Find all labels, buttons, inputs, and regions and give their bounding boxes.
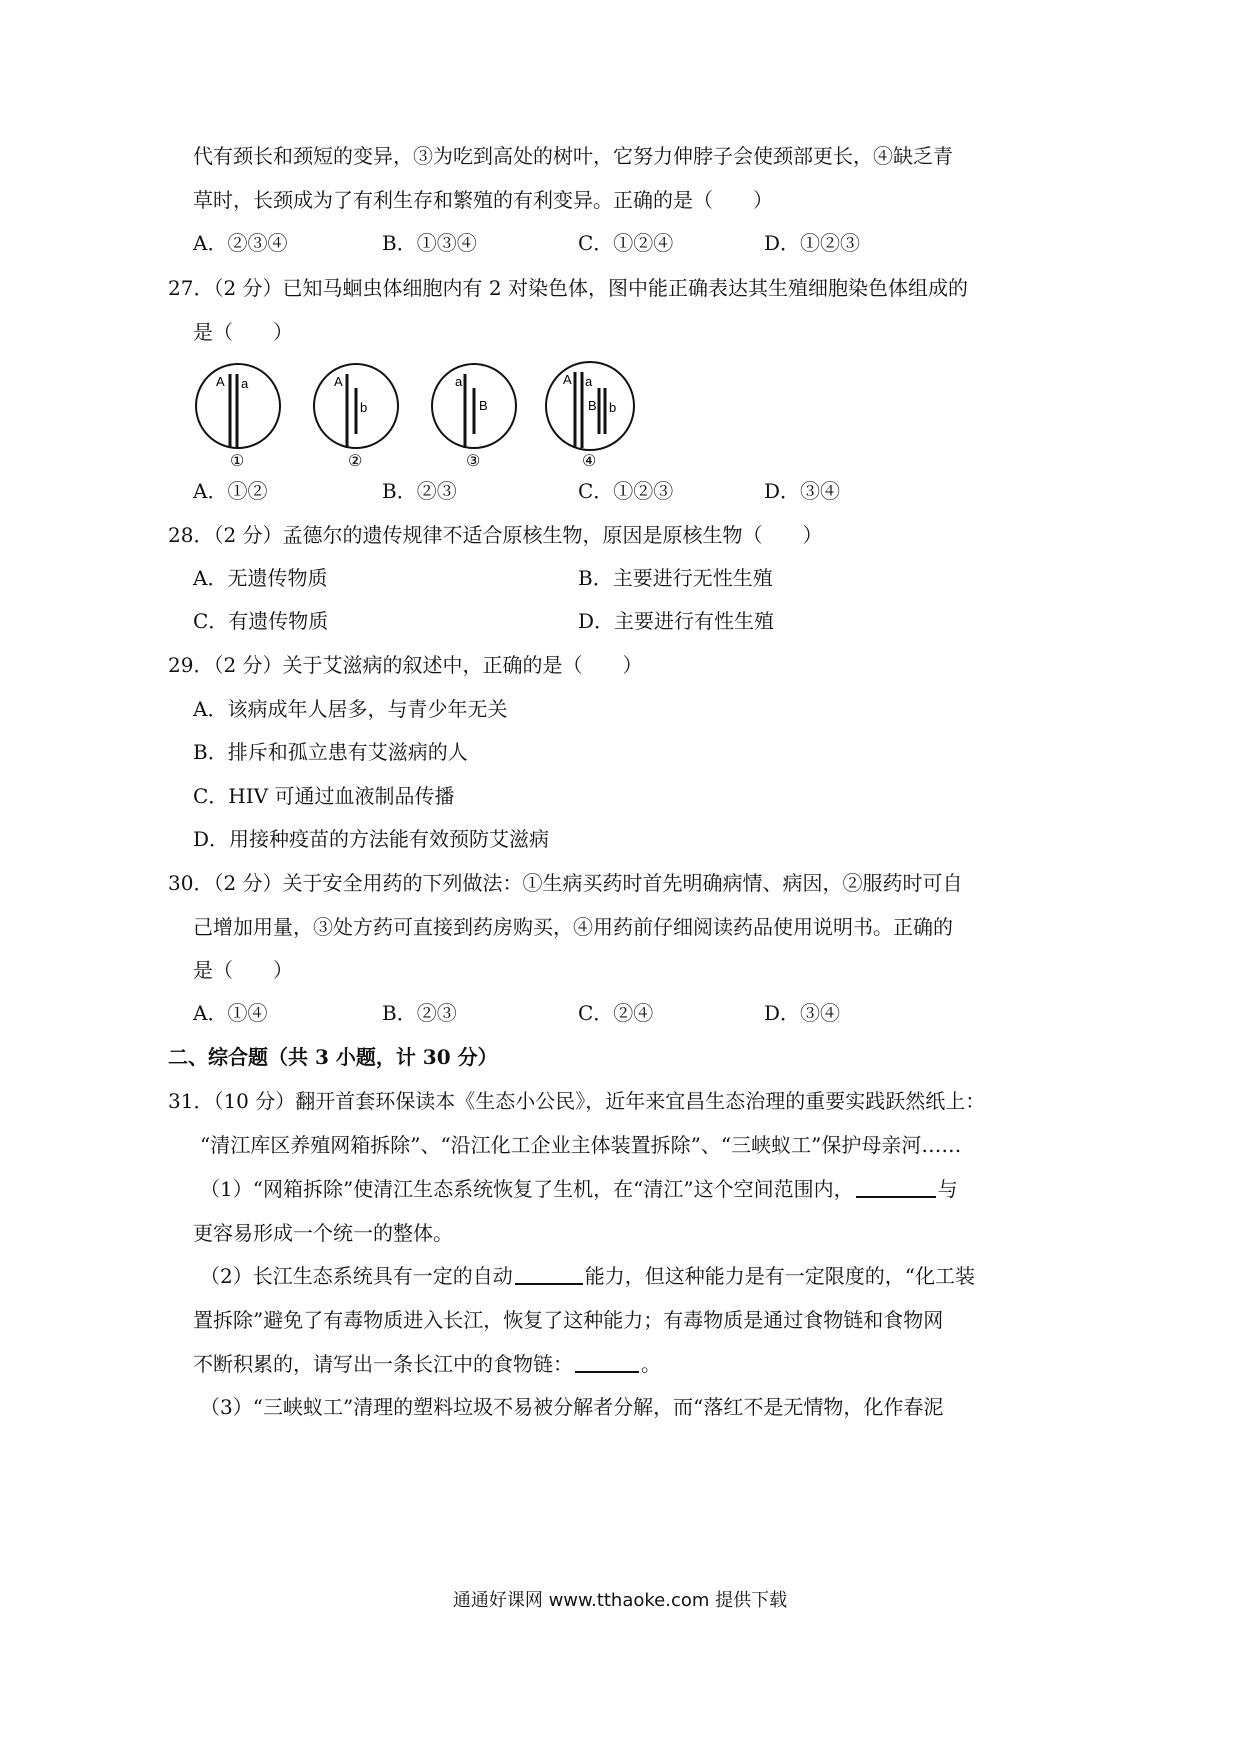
q31-part-1-line-2: 更容易形成一个统一的整体。 <box>193 1221 453 1245</box>
cell-2-label-2: b <box>360 400 368 415</box>
q31-part-2-text: （2）长江生态系统具有一定的自动 <box>200 1264 513 1288</box>
cell-2-number: ② <box>348 453 363 470</box>
answer-blank-3[interactable] <box>575 1351 639 1373</box>
q26-option-a: A．②③④ <box>193 231 288 255</box>
section-heading: 二、综合题（共 3 小题，计 30 分） <box>168 1045 498 1069</box>
cell-4 <box>546 362 634 470</box>
q30-option-c: C．②④ <box>578 1001 654 1025</box>
q26-line-1: 代有颈长和颈短的变异，③为吃到高处的树叶，它努力伸脖子会使颈部更长，④缺乏青 <box>193 144 953 168</box>
q27-option-c: C．①②③ <box>578 479 674 503</box>
cell-2 <box>314 364 398 470</box>
q27-option-a: A．①② <box>193 479 268 503</box>
q28-stem: 28．（2 分）孟德尔的遗传规律不适合原核生物，原因是原核生物（ ） <box>168 523 823 547</box>
chromosome-figure <box>190 360 690 470</box>
q26-option-b: B．①③④ <box>382 231 477 255</box>
cell-4-label-4: b <box>609 400 617 415</box>
q30-stem-line-1: 30．（2 分）关于安全用药的下列做法：①生病买药时首先明确病情、病因，②服药时可自 <box>168 871 963 895</box>
q28-option-a: A．无遗传物质 <box>193 566 328 590</box>
q31-part-3-line-1: （3）“三峡蚁工”清理的塑料垃圾不易被分解者分解，而“落红不是无情物，化作春泥 <box>200 1395 944 1419</box>
q31-part-2-line-3 <box>193 1350 661 1378</box>
q31-part-2-text-4: 。 <box>641 1352 661 1376</box>
q28-option-d: D．主要进行有性生殖 <box>578 609 775 633</box>
cell-2-label-1: A <box>334 374 343 389</box>
cell-3 <box>432 364 516 470</box>
q31-part-1-text: （1）“网箱拆除”使清江生态系统恢复了生机，在“清江”这个空间范围内， <box>200 1177 854 1201</box>
cell-1 <box>196 364 280 470</box>
cell-3-label-1: a <box>455 374 463 389</box>
q31-part-2-line-2: 置拆除”避免了有毒物质进入长江，恢复了这种能力；有毒物质是通过食物链和食物网 <box>193 1308 944 1332</box>
q27-stem-line-1: 27．（2 分）已知马蛔虫体细胞内有 2 对染色体，图中能正确表达其生殖细胞染色体组成的 <box>168 276 968 300</box>
q30-option-d: D．③④ <box>764 1001 841 1025</box>
q31-stem-line-1: 31．（10 分）翻开首套环保读本《生态小公民》，近年来宜昌生态治理的重要实践跃然纸上： <box>168 1089 986 1113</box>
answer-blank-2[interactable] <box>515 1263 583 1285</box>
q29-option-d: D．用接种疫苗的方法能有效预防艾滋病 <box>193 827 550 851</box>
q28-option-b: B．主要进行无性生殖 <box>578 566 773 590</box>
cell-4-label-2: a <box>585 374 593 389</box>
q29-option-a: A．该病成年人居多，与青少年无关 <box>193 697 508 721</box>
q30-stem-line-3: 是（ ） <box>193 958 293 982</box>
q29-option-c: C．HIV 可通过血液制品传播 <box>193 784 455 808</box>
q31-part-2-text-3: 不断积累的，请写出一条长江中的食物链： <box>193 1352 573 1376</box>
cell-4-label-3: B <box>588 398 597 413</box>
cell-1-label-1: A <box>216 374 225 389</box>
q30-option-a: A．①④ <box>193 1001 268 1025</box>
q26-option-d: D．①②③ <box>764 231 861 255</box>
q31-stem-line-2: “清江库区养殖网箱拆除”、“沿江化工企业主体装置拆除”、“三峡蚁工”保护母亲河…… <box>200 1133 962 1157</box>
answer-blank-1[interactable] <box>856 1176 936 1198</box>
q26-line-2: 草时，长颈成为了有利生存和繁殖的有利变异。正确的是（ ） <box>193 188 773 212</box>
page-footer: 通通好课网 www.tthaoke.com 提供下载 <box>452 1590 788 1611</box>
q31-part-2-line-1 <box>200 1262 975 1290</box>
cell-4-label-1: A <box>563 372 572 387</box>
q27-option-b: B．②③ <box>382 479 457 503</box>
q26-option-c: C．①②④ <box>578 231 674 255</box>
q30-stem-line-2: 己增加用量，③处方药可直接到药房购买，④用药前仔细阅读药品使用说明书。正确的 <box>193 915 953 939</box>
q28-option-c: C．有遗传物质 <box>193 609 329 633</box>
q27-option-d: D．③④ <box>764 479 841 503</box>
q31-part-1-text-2: 与 <box>937 1177 958 1201</box>
cell-3-label-2: B <box>479 398 488 413</box>
cell-3-number: ③ <box>466 453 481 470</box>
q31-part-1-line-1 <box>200 1175 958 1203</box>
q31-part-2-text-2: 能力，但这种能力是有一定限度的，“化工装 <box>584 1264 975 1288</box>
q29-stem: 29．（2 分）关于艾滋病的叙述中，正确的是（ ） <box>168 653 643 677</box>
q27-stem-line-2: 是（ ） <box>193 320 293 344</box>
cell-1-number: ① <box>230 453 245 470</box>
cell-4-number: ④ <box>582 453 597 470</box>
cell-1-label-2: a <box>241 376 249 391</box>
q29-option-b: B．排斥和孤立患有艾滋病的人 <box>193 740 468 764</box>
q30-option-b: B．②③ <box>382 1001 457 1025</box>
